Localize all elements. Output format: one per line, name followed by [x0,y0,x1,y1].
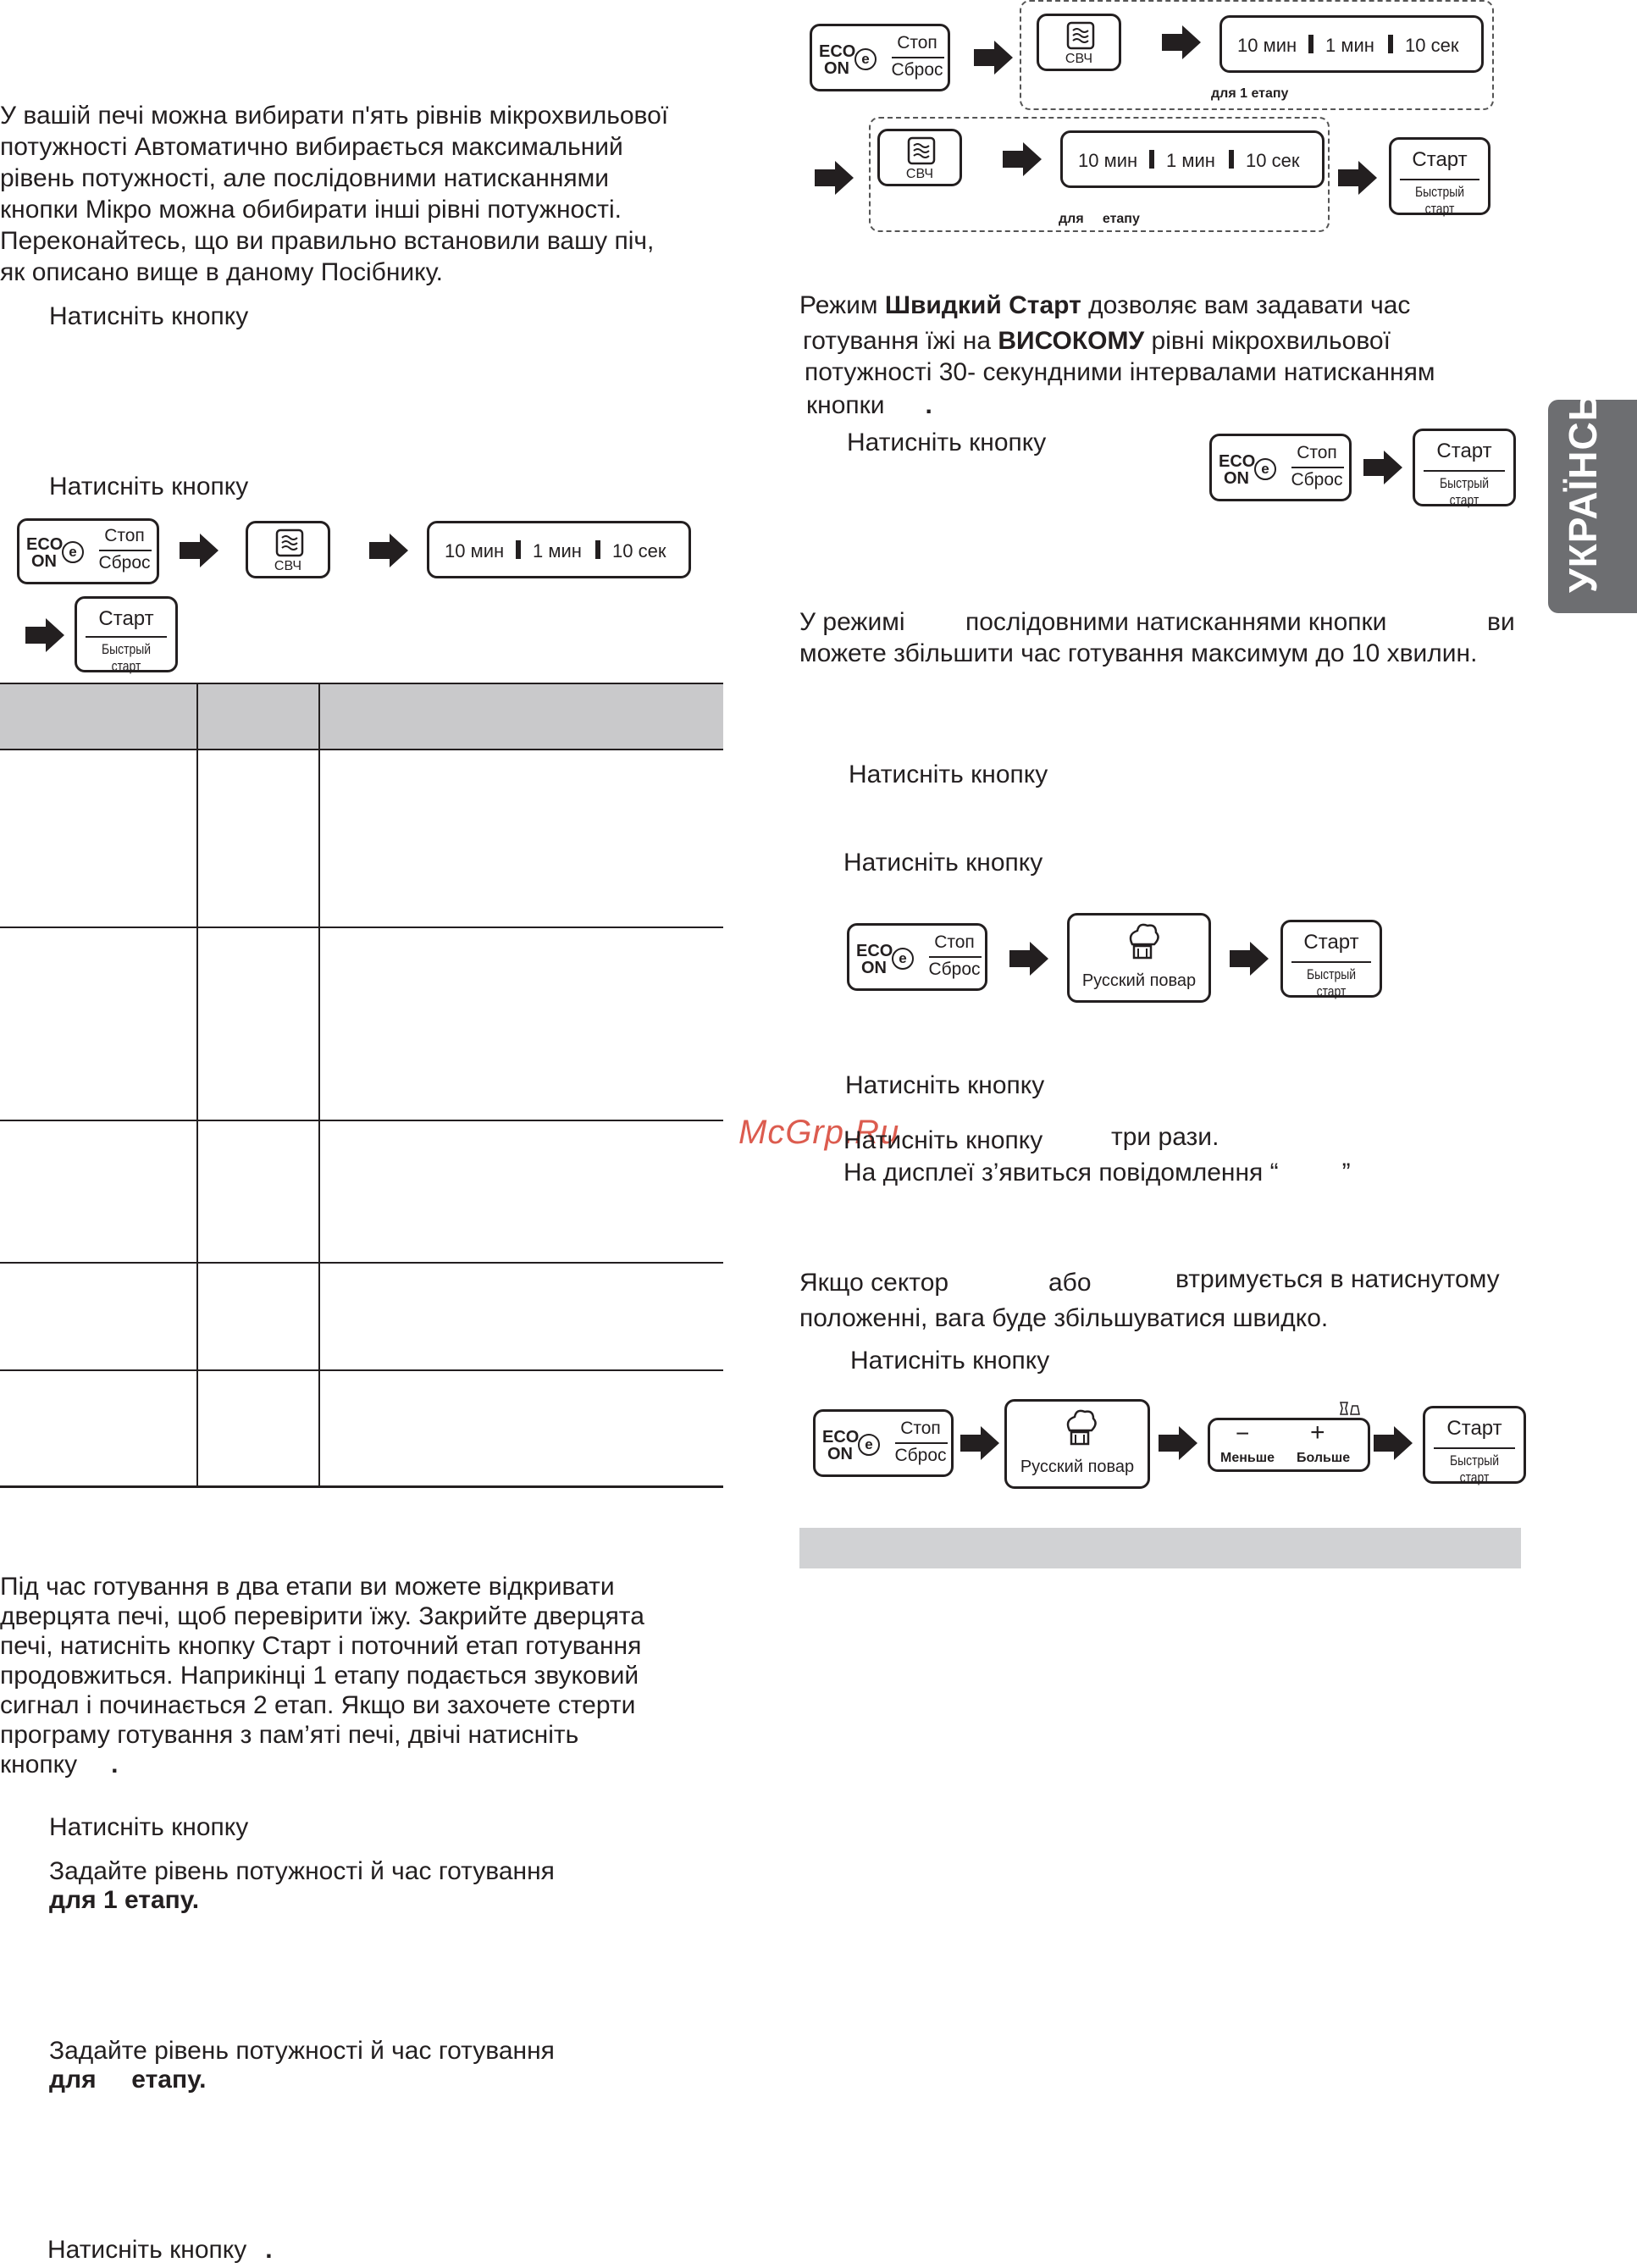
start-quick-start-button[interactable]: Старт Быстрый старт [1413,429,1516,506]
eco-stop-reset-button[interactable]: ECO ON e Стоп Сброс [810,24,950,91]
step-set-stage1-bold: для 1 етапу. [49,1886,200,1914]
micro-power-button[interactable]: СВЧ [246,521,330,578]
microwave-waves-icon [1066,21,1095,50]
less-more-button[interactable]: − + Меньше Больше [1208,1418,1370,1472]
eco-stop-reset-button[interactable]: ECO ON e Стоп Сброс [813,1409,954,1477]
eco-stop-reset-button[interactable]: ECO ON e Стоп Сброс [1209,434,1352,501]
start-quick-start-button[interactable]: Старт Быстрый старт [1423,1406,1526,1484]
sector-line: втримується в натиснутому [1175,1265,1500,1293]
step-press-button: Натисніть кнопку [845,1071,1045,1099]
minus-icon: − [1236,1420,1250,1447]
step-press-button: Натисніть кнопку [849,761,1048,788]
sector-line: Якщо сектор [799,1269,949,1297]
start-quick-start-button[interactable]: Старт Быстрый старт [75,596,178,672]
arrow-right-icon [1159,1426,1197,1460]
arrow-right-icon [180,534,218,567]
step-press-button: Натисніть кнопку [850,1347,1050,1375]
arrow-right-icon [369,534,408,567]
arrow-right-icon [815,161,854,195]
arrow-right-icon [1162,25,1201,59]
sector-line: або [1048,1269,1092,1297]
quick-start-line: готування їжі на ВИСОКОМУ рівні мікрохвильової [803,327,1391,355]
step-press-button: Натисніть кнопку [843,849,1043,877]
step-press-button: Натисніть кнопку [49,302,249,330]
mode-line: У режимі [799,608,905,636]
step-set-stage2: Задайте рівень потужності й час готування [49,2037,555,2065]
time-display: 10 мин 1 мин 10 сек [1060,130,1325,188]
start-quick-start-button[interactable]: Старт Быстрый старт [1389,137,1490,215]
mode-line: послідовними натисканнями кнопки [965,608,1387,636]
display-message: На дисплеї з’явиться повідомлення “ ” [843,1159,1351,1187]
arrow-right-icon [1003,142,1042,176]
microwave-waves-icon [907,136,936,165]
arrow-right-icon [960,1426,999,1460]
section-divider [799,1528,1521,1568]
table-header [0,683,723,749]
quick-start-line: кнопки . [806,391,932,419]
stage1-label: для 1 етапу [1211,86,1289,101]
intro-paragraph: У вашій печі можна вибирати п'ять рівнів мікрохвильової потужності Автоматично вибирається максимальний рівень потужності, але послідовними натисканнями кнопки Мікро можна обибирати інші рівні потужності. Переконайтесь, що ви правильно встановили вашу піч, як описано вище в даному Посібнику. [0,102,669,286]
arrow-right-icon [1374,1426,1413,1460]
stage2-label: для етапу [1059,212,1140,226]
mode-line: ви [1487,608,1515,636]
arrow-right-icon [974,41,1013,75]
start-quick-start-button[interactable]: Старт Быстрый старт [1280,920,1382,998]
micro-power-button[interactable]: СВЧ [1037,14,1121,71]
mode-line: можете збільшити час готування максимум до 10 хвилин. [799,639,1478,667]
micro-power-button[interactable]: СВЧ [877,129,962,186]
step-press-button: Натисніть кнопку [49,473,249,501]
arrow-right-icon [1338,161,1377,195]
chef-hat-icon [1125,921,1159,965]
eco-leaf-icon: e [62,541,84,563]
quick-start-line: Режим Швидкий Старт дозволяє вам задавати час [799,291,1411,319]
arrow-right-icon [25,618,64,652]
step-set-stage2-bold: для етапу. [49,2066,207,2094]
arrow-right-icon [1230,942,1269,976]
step-press-button: Натисніть кнопку [843,1126,1043,1154]
eco-stop-reset-button[interactable]: ECO ON e Стоп Сброс [847,923,987,991]
step-press-button: Натисніть кнопку [49,1813,249,1841]
arrow-right-icon [1363,451,1402,484]
russian-chef-button[interactable]: Русский повар [1067,913,1211,1003]
step-press-times: три рази. [1111,1123,1219,1151]
quick-start-line: потужності 30- секундними інтервалами натисканням [805,358,1435,386]
language-tab-label: УКРАЇНСЬКА [1561,338,1605,593]
microwave-waves-icon [275,528,304,557]
time-display: 10 мин 1 мин 10 сек [1219,15,1484,73]
watermark: McGrp.Ru [738,1114,900,1151]
plus-icon: + [1310,1419,1325,1447]
time-display: 10 мин 1 мин 10 сек [427,521,691,578]
eco-stop-reset-button[interactable]: ECO ON e Стоп Сброс [17,518,159,584]
weight-icon [1338,1401,1360,1416]
step-press-button: Натисніть кнопку . [47,2236,273,2264]
step-press-button: Натисніть кнопку [847,429,1047,456]
sector-line: положенні, вага буде збільшуватися швидко. [799,1304,1329,1332]
chef-hat-icon [1063,1407,1097,1451]
two-stage-paragraph: Під час готування в два етапи ви можете відкривати дверцята печі, щоб перевірити їжу. Закрийте дверцята печі, натисніть кнопку Старт і поточний етап готування продовжиться. Наприкінці 1 етапу подається звуковий сигнал і починається 2 етап. Якщо ви захочете стерти програму готування з пам’яті печі, двічі натисніть кнопку . [0,1573,644,1778]
step-set-stage1: Задайте рівень потужності й час готування [49,1857,555,1885]
arrow-right-icon [1009,942,1048,976]
russian-chef-button[interactable]: Русский повар [1004,1399,1150,1489]
